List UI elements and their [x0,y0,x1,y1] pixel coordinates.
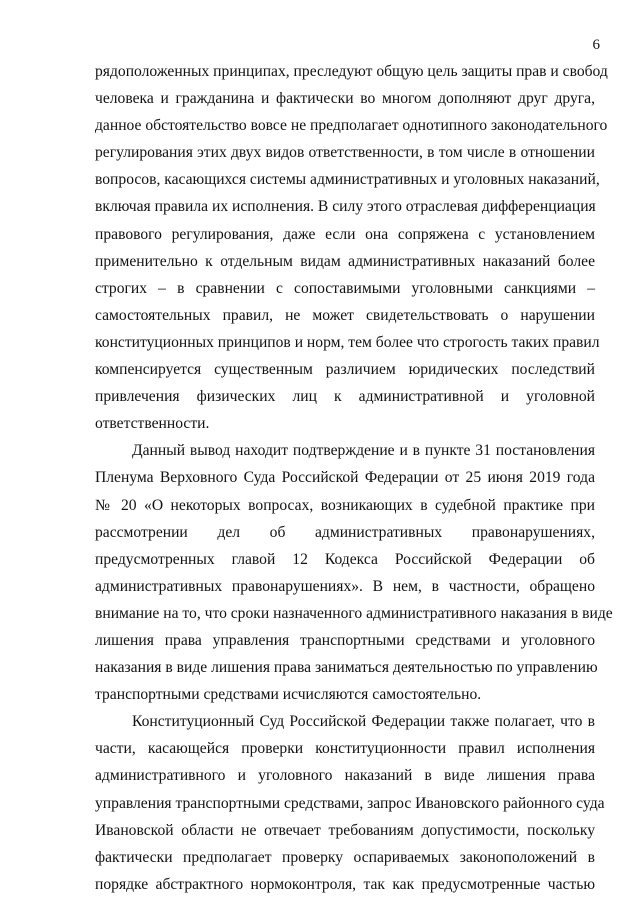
text-line: Конституционный Суд Российской Федерации также полагает, что в [132,713,595,731]
text-line: № 20 «О некоторых вопросах, возникающих в судебной практике при [95,496,595,514]
text-line: фактически предполагает проверку оспариваемых законоположений в [95,848,595,866]
text-line: административных правонарушениях». В нем, в частности, обращено [95,577,595,595]
text-line: данное обстоятельство вовсе не предполагает однотипного законодательного [95,117,608,135]
text-line: включая правила их исполнения. В силу этого отраслевая дифференциация [95,198,596,216]
text-line: ответственности. [95,415,210,433]
text-line: компенсируется существенным различием юридических последствий [95,361,595,379]
text-line: применительно к отдельным видам административных наказаний более [95,252,595,270]
text-line: правового регулирования, даже если она сопряжена с установлением [95,225,595,243]
text-line: управления транспортными средствами, запрос Ивановского районного суда [95,794,605,812]
text-line: внимание на то, что сроки назначенного административного наказания в виде [95,604,613,622]
text-line: части, касающейся проверки конституционности правил исполнения [95,740,595,758]
text-line: транспортными средствами исчисляются самостоятельно. [95,686,482,704]
text-line: Ивановской области не отвечает требованиям допустимости, поскольку [95,821,595,839]
text-line: наказания в виде лишения права заниматься деятельностью по управлению [95,659,598,677]
text-line: самостоятельных правил, не может свидетельствовать о нарушении [95,306,595,324]
text-line: административного и уголовного наказаний в виде лишения права [95,767,595,785]
text-line: порядке абстрактного нормоконтроля, так как предусмотренные частью [95,875,595,893]
text-line: вопросов, касающихся системы административных и уголовных наказаний, [95,171,600,189]
text-line: строгих – в сравнении с сопоставимыми уголовными санкциями – [95,279,595,297]
text-line: человека и гражданина и фактически во многом дополняют друг друга, [95,90,595,108]
page-number: 6 [592,37,600,53]
text-line: конституционных принципов и норм, тем более что строгость таких правил [95,333,600,351]
text-line: предусмотренных главой 12 Кодекса Российской Федерации об [95,550,595,568]
text-line: привлечения физических лиц к административной и уголовной [95,388,595,406]
body-text [95,58,613,898]
text-line: рядоположенных принципах, преследуют общую цель защиты прав и свобод [95,63,608,80]
text-line: Пленума Верховного Суда Российской Федерации от 25 июня 2019 года [95,469,595,487]
text-line: регулирования этих двух видов ответственности, в том числе в отношении [95,144,595,162]
text-line: рассмотрении дел об административных правонарушениях, [95,523,595,541]
text-line: Данный вывод находит подтверждение и в пункте 31 постановления [132,442,595,460]
text-line: лишения права управления транспортными средствами и уголовного [95,631,595,649]
